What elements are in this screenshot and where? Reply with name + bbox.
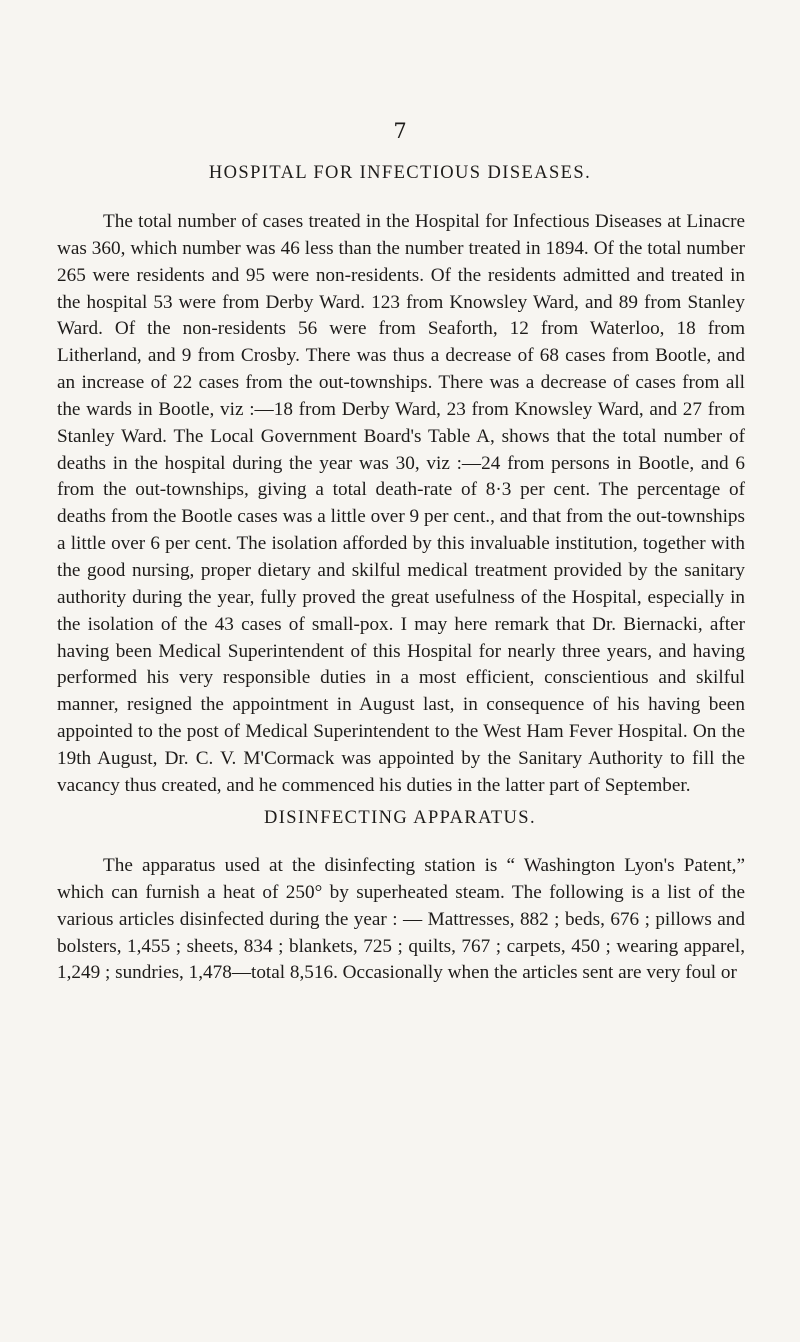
section-heading-disinfecting: DISINFECTING APPARATUS. — [263, 808, 537, 828]
paragraph-disinfecting: The apparatus used at the disinfecting station is “ Washington Lyon's Patent,” which can furnish a heat of 250° by superheated steam. The following is a list of the various articles disinfected during the year : — Mattresses, 882 ; beds, 676 ; pillows and bolsters, 1,455 ; sheets, 834 ; blankets, 725 ; quilts, 767 ; carpets, 450 ; wearing apparel, 1,249 ; sundries, 1,478—total 8,516. Occasionally when the articles sent are very foul or — [57, 855, 745, 984]
paragraph-hospital: The total number of cases treated in the Hospital for Infectious Diseases at Linacre was 360, which number was 46 less than the number treated in 1894. Of the total number 265 were residents and 95 were non-residents. Of the residents admitted and treated in the hospital 53 were from Derby Ward. 123 from Knowsley Ward, and 89 from Stanley Ward. Of the non-residents 56 were from Seaforth, 12 from Waterloo, 18 from Litherland, and 9 from Crosby. There was thus a decrease of 68 cases from Bootle, and an increase of 22 cases from the out-townships. There was a decrease of cases from all the wards in Bootle, viz :—18 from Derby Ward, 23 from Knowsley Ward, and 27 from Stanley Ward. The Local Government Board's Table A, shows that the total number of deaths in the hospital during the year was 30, viz :—24 from persons in Bootle, and 6 from the out-townships, giving a total death-rate of 8·3 per cent. The percentage of deaths from the Bootle cases was a little over 9 per cent., and that from the out-townships a little over 6 per cent. The isolation afforded by this invaluable institution, together with the good nursing, proper dietary and skilful medical treatment provided by the sanitary authority during the year, fully proved the great usefulness of the Hospital, especially in the isolation of the 43 cases of small-pox. I may here remark that Dr. Biernacki, after having been Medical Superintendent of this Hospital for nearly three years, and having performed his very responsible duties in a most efficient, conscientious and skilful manner, resigned the appointment in August last, in consequence of his having been appointed to the post of Medical Superintendent to the West Ham Fever Hospital. On the 19th August, Dr. C. V. M'Cormack was appointed by the Sanitary Authority to fill the vacancy thus created, and he commenced his duties in the latter part of September. — [57, 211, 745, 796]
page-number: 7 — [393, 119, 407, 143]
section-heading-hospital: HOSPITAL FOR INFECTIOUS DISEASES. — [208, 163, 592, 183]
